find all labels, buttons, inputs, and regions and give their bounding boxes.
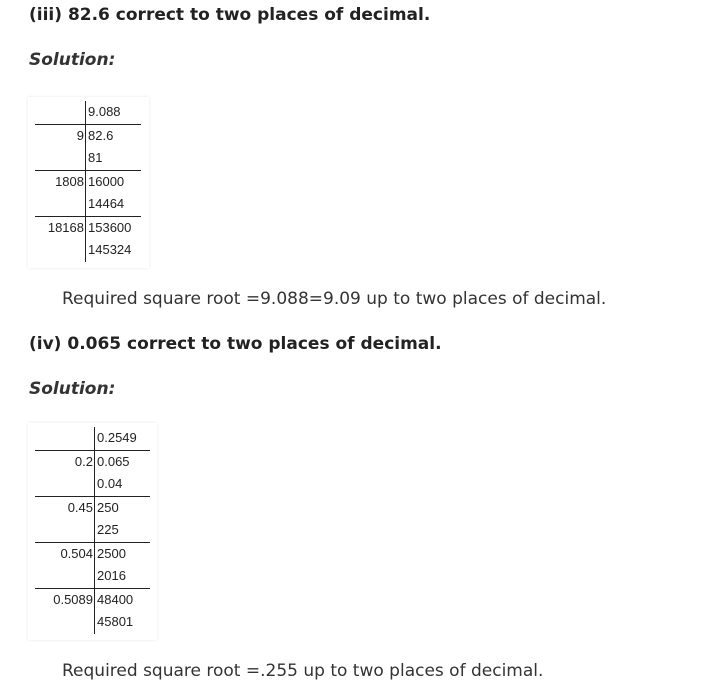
quotient-cell: 0.2549 [95, 427, 151, 450]
quotient-cell: 9.088 [86, 101, 142, 124]
table-row [35, 101, 141, 124]
subtrahend-cell: 45801 [95, 611, 151, 634]
divisor-cell: 0.5089 [53, 591, 93, 607]
solution-label-iii: Solution: [29, 50, 116, 70]
dividend-cell: 48400 [95, 588, 151, 611]
divisor-cell: 0.45 [67, 499, 93, 515]
result-text-iii: Required square root =9.088=9.09 up to two places of decimal. [62, 289, 607, 309]
divisor-cell: 1808 [55, 173, 84, 189]
dividend-cell: 250 [95, 496, 151, 519]
dividend-cell: 153600 [86, 216, 142, 239]
divisor-cell [35, 519, 95, 542]
divisor-cell [35, 611, 95, 634]
solution-label-iv: Solution: [29, 379, 116, 399]
divisor-cell [35, 147, 86, 170]
subtrahend-cell: 81 [86, 147, 142, 170]
table-row [35, 216, 141, 239]
result-text-iv: Required square root =.255 up to two places of decimal. [62, 661, 544, 681]
table-row [35, 473, 150, 496]
long-division-table-iii [35, 101, 141, 262]
table-row [35, 239, 141, 262]
dividend-cell: 16000 [86, 170, 142, 193]
table-row [35, 450, 150, 473]
question-heading-iii: (iii) 82.6 correct to two places of decimal. [29, 5, 431, 25]
subtrahend-cell: 145324 [86, 239, 142, 262]
question-heading-iv: (iv) 0.065 correct to two places of decimal. [29, 334, 442, 354]
table-row [35, 565, 150, 588]
divisor-cell: 0.504 [60, 545, 93, 561]
table-row [35, 170, 141, 193]
dividend-cell: 82.6 [86, 124, 142, 147]
divisor-cell: 0.2 [74, 453, 93, 469]
divisor-cell [35, 239, 86, 262]
table-row [35, 427, 150, 450]
divisor-cell [35, 193, 86, 216]
long-division-card-iii [28, 97, 149, 268]
divisor-cell [35, 101, 86, 124]
table-row [35, 611, 150, 634]
divisor-cell: 9 [76, 127, 84, 143]
divisor-cell [35, 565, 95, 588]
table-row [35, 542, 150, 565]
divisor-cell: 18168 [47, 219, 84, 235]
subtrahend-cell: 2016 [95, 565, 151, 588]
table-row [35, 496, 150, 519]
long-division-card-iv [28, 423, 157, 640]
dividend-cell: 0.065 [95, 450, 151, 473]
table-row [35, 147, 141, 170]
long-division-table-iv [35, 427, 150, 634]
table-row [35, 124, 141, 147]
table-row [35, 519, 150, 542]
dividend-cell: 2500 [95, 542, 151, 565]
subtrahend-cell: 225 [95, 519, 151, 542]
subtrahend-cell: 14464 [86, 193, 142, 216]
divisor-cell [35, 427, 95, 450]
table-row [35, 588, 150, 611]
table-row [35, 193, 141, 216]
subtrahend-cell: 0.04 [95, 473, 151, 496]
divisor-cell [35, 473, 95, 496]
